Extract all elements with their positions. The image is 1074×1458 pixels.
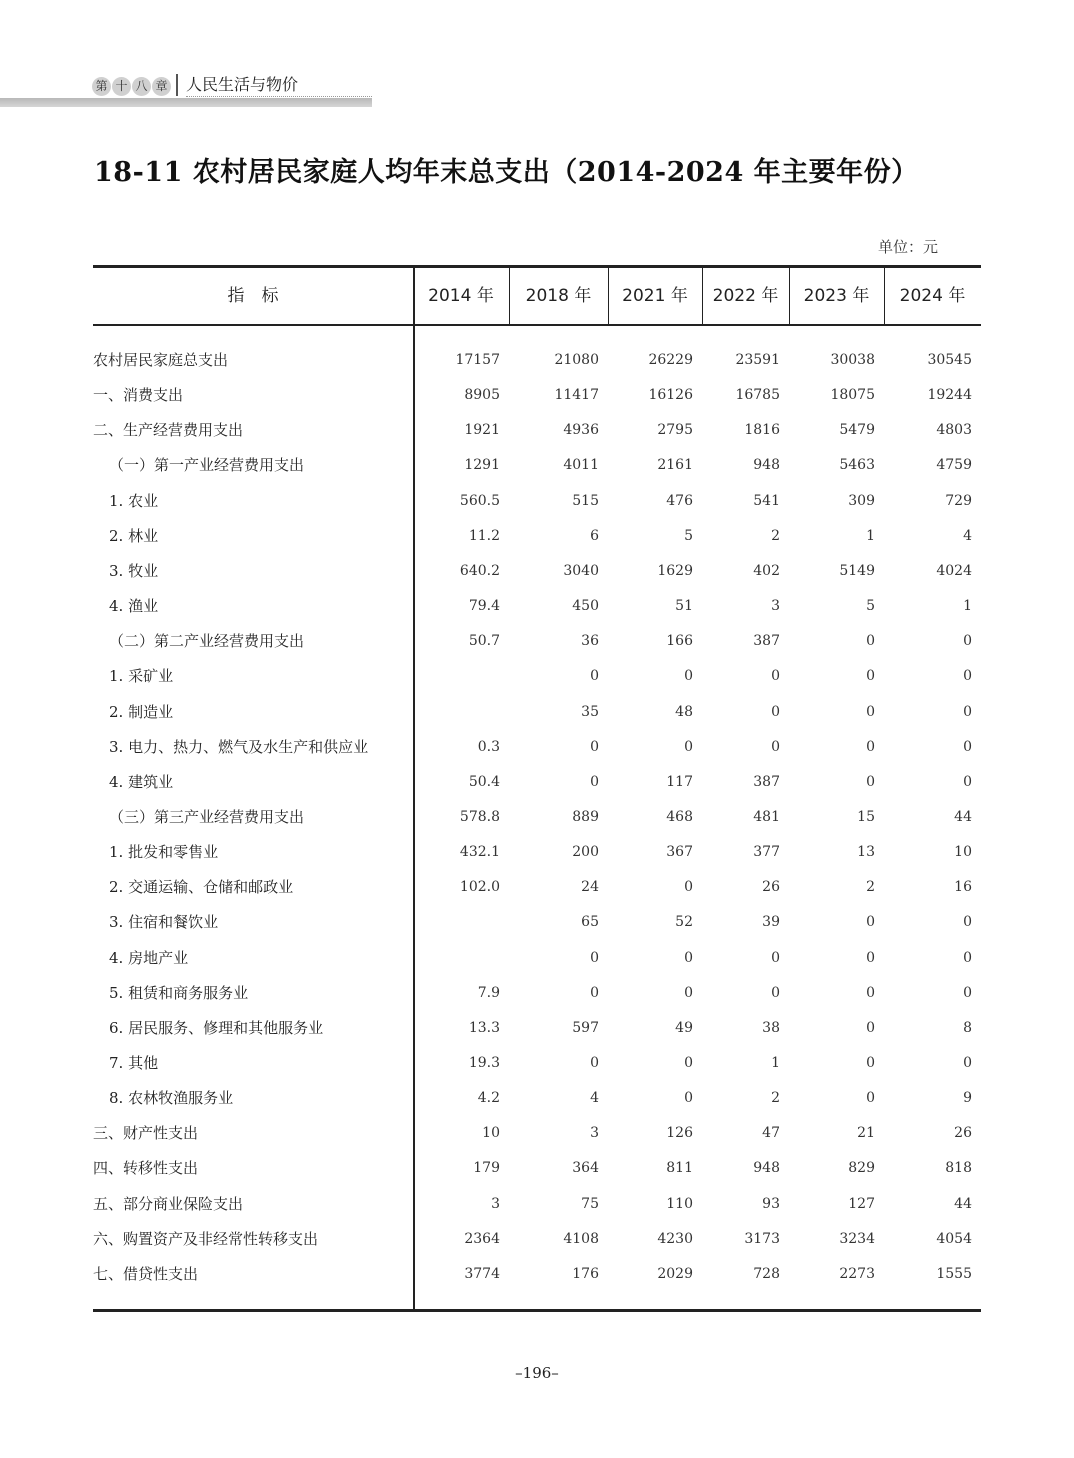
table-row xyxy=(93,1116,981,1151)
table-row xyxy=(93,519,981,554)
cell-value: 5 xyxy=(866,598,875,615)
column-divider xyxy=(702,268,703,324)
cell-value: 578.8 xyxy=(459,808,500,825)
cell-value: 126 xyxy=(666,1125,693,1142)
row-label: 二、生产经营费用支出 xyxy=(93,421,244,440)
cell-value: 0 xyxy=(866,1019,875,1036)
cell-value: 3 xyxy=(491,1195,500,1212)
cell-value: 818 xyxy=(945,1160,972,1177)
cell-value: 387 xyxy=(753,773,780,790)
cell-value: 7.9 xyxy=(477,984,500,1001)
chapter-char: 十 xyxy=(112,77,131,96)
cell-value: 0 xyxy=(866,914,875,931)
cell-value: 0 xyxy=(963,984,972,1001)
row-label: 三、财产性支出 xyxy=(93,1124,199,1143)
cell-value: 11.2 xyxy=(468,527,500,544)
table-row xyxy=(93,1151,981,1186)
row-label: 3. 电力、热力、燃气及水生产和供应业 xyxy=(109,737,369,756)
cell-value: 0 xyxy=(963,949,972,966)
cell-value: 13.3 xyxy=(468,1019,500,1036)
cell-value: 3774 xyxy=(464,1265,500,1282)
cell-value: 1 xyxy=(771,1055,780,1071)
table-row xyxy=(93,730,981,765)
cell-value: 1 xyxy=(866,527,875,544)
header-dotted-rule xyxy=(186,96,372,97)
row-label: （一）第一产业经营费用支出 xyxy=(109,456,305,475)
cell-value: 4759 xyxy=(936,457,972,474)
cell-value: 2 xyxy=(866,879,875,896)
cell-value: 24 xyxy=(581,879,599,896)
row-label: 1. 农业 xyxy=(109,491,159,510)
cell-value: 18075 xyxy=(830,387,875,404)
year-header: 2024 年 xyxy=(899,286,966,306)
cell-value: 0 xyxy=(684,984,693,1001)
cell-value: 36 xyxy=(581,633,599,650)
table-row xyxy=(93,1081,981,1116)
row-label: 4. 房地产业 xyxy=(109,948,189,967)
column-divider xyxy=(884,268,885,324)
row-label: 四、转移性支出 xyxy=(93,1159,199,1178)
row-label: 2. 林业 xyxy=(109,526,159,545)
column-divider xyxy=(608,268,609,324)
cell-value: 0 xyxy=(590,1055,599,1071)
chapter-tag xyxy=(92,72,172,98)
year-header: 2023 年 xyxy=(803,286,870,306)
year-header: 2022 年 xyxy=(712,286,779,306)
cell-value: 0 xyxy=(771,949,780,966)
table-row xyxy=(93,870,981,905)
cell-value: 52 xyxy=(675,914,693,931)
cell-value: 93 xyxy=(762,1195,780,1212)
cell-value: 309 xyxy=(848,492,875,509)
table-row xyxy=(93,835,981,870)
table-row xyxy=(93,905,981,940)
cell-value: 2795 xyxy=(657,422,693,439)
cell-value: 8 xyxy=(963,1019,972,1036)
year-header: 2021 年 xyxy=(622,286,688,306)
cell-value: 0 xyxy=(590,738,599,755)
cell-value: 16785 xyxy=(735,387,780,404)
cell-value: 541 xyxy=(753,492,780,509)
cell-value: 1291 xyxy=(464,457,500,474)
cell-value: 1 xyxy=(963,598,972,615)
row-label: 1. 采矿业 xyxy=(109,667,174,686)
cell-value: 17157 xyxy=(455,352,500,368)
table-row xyxy=(93,589,981,624)
row-label: 六、购置资产及非经常性转移支出 xyxy=(93,1229,319,1248)
cell-value: 4 xyxy=(590,1090,599,1107)
cell-value: 0 xyxy=(963,773,972,790)
cell-value: 0 xyxy=(771,984,780,1001)
cell-value: 50.7 xyxy=(468,633,500,650)
cell-value: 0 xyxy=(684,668,693,685)
cell-value: 0.3 xyxy=(477,738,500,755)
cell-value: 0 xyxy=(590,984,599,1001)
cell-value: 23591 xyxy=(735,352,780,368)
table-row xyxy=(93,624,981,659)
cell-value: 0 xyxy=(866,1055,875,1071)
cell-value: 0 xyxy=(866,703,875,720)
cell-value: 0 xyxy=(684,949,693,966)
cell-value: 0 xyxy=(866,633,875,650)
cell-value: 0 xyxy=(684,1055,693,1071)
row-label: 一、消费支出 xyxy=(93,386,184,405)
header-rule xyxy=(93,324,981,326)
row-label: 1. 批发和零售业 xyxy=(109,843,219,862)
cell-value: 2273 xyxy=(839,1265,875,1282)
table-row xyxy=(93,378,981,413)
row-label: 2. 交通运输、仓储和邮政业 xyxy=(109,878,294,897)
cell-value: 79.4 xyxy=(468,598,500,615)
column-divider xyxy=(789,268,790,324)
cell-value: 30038 xyxy=(830,352,875,368)
cell-value: 200 xyxy=(572,844,599,861)
cell-value: 6 xyxy=(590,527,599,544)
cell-value: 948 xyxy=(753,457,780,474)
cell-value: 15 xyxy=(857,808,875,825)
cell-value: 11417 xyxy=(554,387,599,404)
cell-value: 364 xyxy=(572,1160,599,1177)
cell-value: 4230 xyxy=(657,1230,693,1247)
cell-value: 3 xyxy=(590,1125,599,1142)
table-row xyxy=(93,484,981,519)
cell-value: 811 xyxy=(666,1160,693,1177)
cell-value: 9 xyxy=(963,1090,972,1107)
cell-value: 729 xyxy=(945,492,972,509)
cell-value: 26 xyxy=(954,1125,972,1142)
cell-value: 35 xyxy=(581,703,599,720)
cell-value: 597 xyxy=(572,1019,599,1036)
cell-value: 0 xyxy=(963,633,972,650)
cell-value: 16 xyxy=(954,879,972,896)
cell-value: 515 xyxy=(572,492,599,509)
cell-value: 30545 xyxy=(927,352,972,368)
cell-value: 0 xyxy=(963,914,972,931)
cell-value: 21 xyxy=(857,1125,875,1142)
cell-value: 5 xyxy=(684,527,693,544)
cell-value: 102.0 xyxy=(459,879,500,896)
cell-value: 2161 xyxy=(657,457,693,474)
table-row xyxy=(93,765,981,800)
table-row xyxy=(93,1011,981,1046)
row-label: 4. 渔业 xyxy=(109,597,159,616)
cell-value: 50.4 xyxy=(468,773,500,790)
cell-value: 21080 xyxy=(554,352,599,368)
row-label: 8. 农林牧渔服务业 xyxy=(109,1089,234,1108)
cell-value: 117 xyxy=(666,773,693,790)
cell-value: 4024 xyxy=(936,562,972,579)
cell-value: 4803 xyxy=(936,422,972,439)
indicator-header: 指 标 xyxy=(227,286,279,306)
table-title: 18-11 农村居民家庭人均年末总支出（2014-2024 年主要年份） xyxy=(94,157,919,188)
header-grey-bar xyxy=(0,98,372,107)
table-header xyxy=(93,268,981,324)
cell-value: 948 xyxy=(753,1160,780,1177)
cell-value: 0 xyxy=(866,984,875,1001)
row-label: 7. 其他 xyxy=(109,1054,159,1072)
header-separator xyxy=(176,74,178,96)
table-row xyxy=(93,695,981,730)
cell-value: 0 xyxy=(963,668,972,685)
cell-value: 4054 xyxy=(936,1230,972,1247)
cell-value: 75 xyxy=(581,1195,599,1212)
cell-value: 4936 xyxy=(563,422,599,439)
table-row xyxy=(93,1046,981,1081)
row-label: 五、部分商业保险支出 xyxy=(93,1194,244,1213)
cell-value: 432.1 xyxy=(459,844,500,861)
bottom-rule xyxy=(93,1309,981,1312)
cell-value: 16126 xyxy=(648,387,693,404)
cell-value: 2 xyxy=(771,527,780,544)
cell-value: 387 xyxy=(753,633,780,650)
cell-value: 49 xyxy=(675,1019,693,1036)
cell-value: 0 xyxy=(866,949,875,966)
table-row xyxy=(93,448,981,483)
cell-value: 166 xyxy=(666,633,693,650)
cell-value: 4 xyxy=(963,527,972,544)
table-row xyxy=(93,1257,981,1292)
cell-value: 5149 xyxy=(839,562,875,579)
cell-value: 110 xyxy=(666,1195,693,1212)
cell-value: 560.5 xyxy=(459,492,500,509)
cell-value: 19244 xyxy=(927,387,972,404)
cell-value: 0 xyxy=(771,738,780,755)
column-divider xyxy=(509,268,510,324)
cell-value: 402 xyxy=(753,562,780,579)
chapter-title: 人民生活与物价 xyxy=(186,75,299,94)
table-row xyxy=(93,941,981,976)
cell-value: 1816 xyxy=(744,422,780,439)
cell-value: 127 xyxy=(848,1195,875,1212)
cell-value: 1629 xyxy=(657,562,693,579)
cell-value: 5463 xyxy=(839,457,875,474)
year-header: 2018 年 xyxy=(525,286,592,306)
cell-value: 0 xyxy=(866,668,875,685)
cell-value: 10 xyxy=(482,1125,500,1142)
cell-value: 3173 xyxy=(744,1230,780,1247)
cell-value: 44 xyxy=(954,1195,972,1212)
cell-value: 39 xyxy=(762,914,780,931)
cell-value: 4108 xyxy=(563,1230,599,1247)
column-divider xyxy=(413,268,415,1309)
cell-value: 450 xyxy=(572,598,599,615)
cell-value: 0 xyxy=(963,738,972,755)
page-number: –196– xyxy=(515,1364,559,1382)
cell-value: 0 xyxy=(866,738,875,755)
cell-value: 51 xyxy=(675,598,693,615)
cell-value: 26229 xyxy=(648,352,693,368)
cell-value: 10 xyxy=(954,844,972,861)
cell-value: 47 xyxy=(762,1125,780,1142)
cell-value: 0 xyxy=(771,703,780,720)
cell-value: 0 xyxy=(590,668,599,685)
row-label: 农村居民家庭总支出 xyxy=(93,351,229,369)
cell-value: 176 xyxy=(572,1265,599,1282)
cell-value: 2364 xyxy=(464,1230,500,1247)
cell-value: 19.3 xyxy=(468,1055,500,1071)
table-row xyxy=(93,413,981,448)
cell-value: 889 xyxy=(572,808,599,825)
cell-value: 38 xyxy=(762,1019,780,1036)
row-label: （二）第二产业经营费用支出 xyxy=(109,632,305,651)
cell-value: 0 xyxy=(684,879,693,896)
row-label: 4. 建筑业 xyxy=(109,772,174,791)
table-row xyxy=(93,1187,981,1222)
cell-value: 0 xyxy=(590,949,599,966)
cell-value: 3040 xyxy=(563,562,599,579)
running-header xyxy=(0,68,380,108)
table-row xyxy=(93,1222,981,1257)
table-row xyxy=(93,343,981,378)
cell-value: 0 xyxy=(771,668,780,685)
cell-value: 728 xyxy=(753,1265,780,1282)
cell-value: 1921 xyxy=(464,422,500,439)
cell-value: 5479 xyxy=(839,422,875,439)
cell-value: 4011 xyxy=(563,457,599,474)
chapter-char: 八 xyxy=(132,77,151,96)
row-label: 七、借贷性支出 xyxy=(93,1264,199,1283)
cell-value: 48 xyxy=(675,703,693,720)
table-row xyxy=(93,554,981,589)
row-label: 2. 制造业 xyxy=(109,702,174,721)
cell-value: 0 xyxy=(866,1090,875,1107)
cell-value: 481 xyxy=(753,808,780,825)
cell-value: 0 xyxy=(684,1090,693,1107)
cell-value: 3234 xyxy=(839,1230,875,1247)
cell-value: 377 xyxy=(753,844,780,861)
cell-value: 26 xyxy=(762,879,780,896)
row-label: 5. 租赁和商务服务业 xyxy=(109,983,249,1002)
row-label: （三）第三产业经营费用支出 xyxy=(109,807,305,826)
table-row xyxy=(93,800,981,835)
cell-value: 2029 xyxy=(657,1265,693,1282)
cell-value: 367 xyxy=(666,844,693,861)
cell-value: 0 xyxy=(590,773,599,790)
cell-value: 65 xyxy=(581,914,599,931)
cell-value: 1555 xyxy=(936,1265,972,1282)
unit-label: 单位：元 xyxy=(878,238,939,256)
table-row xyxy=(93,659,981,694)
year-header: 2014 年 xyxy=(428,286,494,306)
cell-value: 13 xyxy=(857,844,875,861)
chapter-char: 第 xyxy=(92,77,111,96)
cell-value: 3 xyxy=(771,598,780,615)
cell-value: 0 xyxy=(684,738,693,755)
cell-value: 4.2 xyxy=(477,1090,500,1107)
cell-value: 44 xyxy=(954,808,972,825)
row-label: 3. 住宿和餐饮业 xyxy=(109,913,219,932)
row-label: 6. 居民服务、修理和其他服务业 xyxy=(109,1018,324,1037)
cell-value: 2 xyxy=(771,1090,780,1107)
cell-value: 476 xyxy=(666,492,693,509)
table-row xyxy=(93,976,981,1011)
cell-value: 0 xyxy=(963,1055,972,1071)
cell-value: 8905 xyxy=(464,387,500,404)
cell-value: 0 xyxy=(963,703,972,720)
cell-value: 179 xyxy=(473,1160,500,1177)
chapter-char: 章 xyxy=(152,77,171,96)
row-label: 3. 牧业 xyxy=(109,561,159,580)
cell-value: 829 xyxy=(848,1160,875,1177)
cell-value: 468 xyxy=(666,808,693,825)
cell-value: 640.2 xyxy=(459,562,500,579)
cell-value: 0 xyxy=(866,773,875,790)
